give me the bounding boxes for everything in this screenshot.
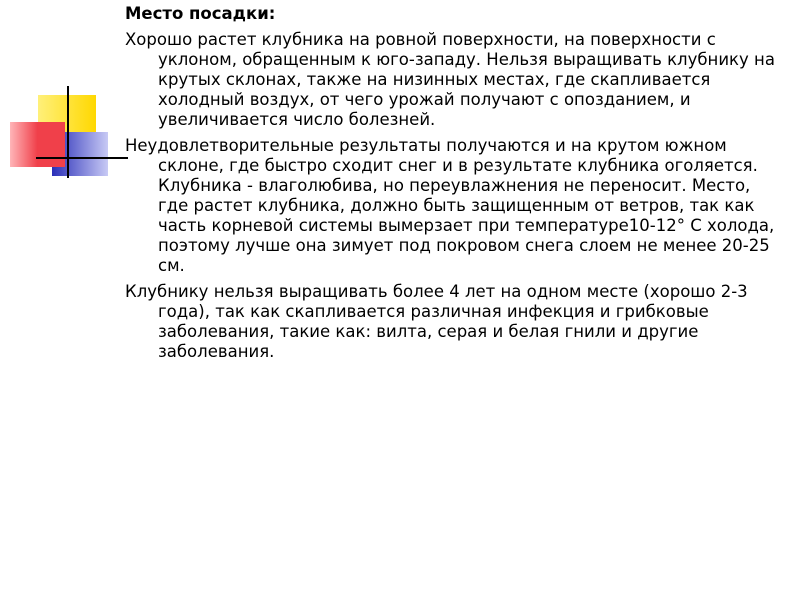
paragraph-crop-rotation: Клубнику нельзя выращивать более 4 лет на одном месте (хорошо 2-3 года), так как скапливается различная инфекция и грибковые заболевания, такие как: вилта, серая и белая гнили и другие заболевания. (125, 282, 748, 361)
paragraph-slope-moisture: Неудовлетворительные результаты получаются и на крутом южном склоне, где быстро сходит снег и в результате клубника оголяется. Клубника - влаголюбива, но переувлажнения не переносит. Место, где растет клубника, должно быть защищенным от ветров, так как часть корневой системы вымерзает при температуре10-12° С холода, поэтому лучше она зимует под покровом снега слоем не менее 20-25 см. (125, 136, 775, 275)
red-square (10, 122, 65, 167)
decorative-squares-graphic (0, 0, 130, 200)
paragraph-planting-site: Хорошо растет клубника на ровной поверхности, на поверхности с уклоном, обращенным к юго-западу. Нельзя выращивать клубнику на крутых склонах, также на низинных местах, где скапливается холодный воздух, от чего урожай получают с опозданием, и увеличивается число болезней. (125, 30, 775, 129)
slide-heading: Место посадки: (125, 4, 276, 23)
slide-text (125, 4, 785, 368)
